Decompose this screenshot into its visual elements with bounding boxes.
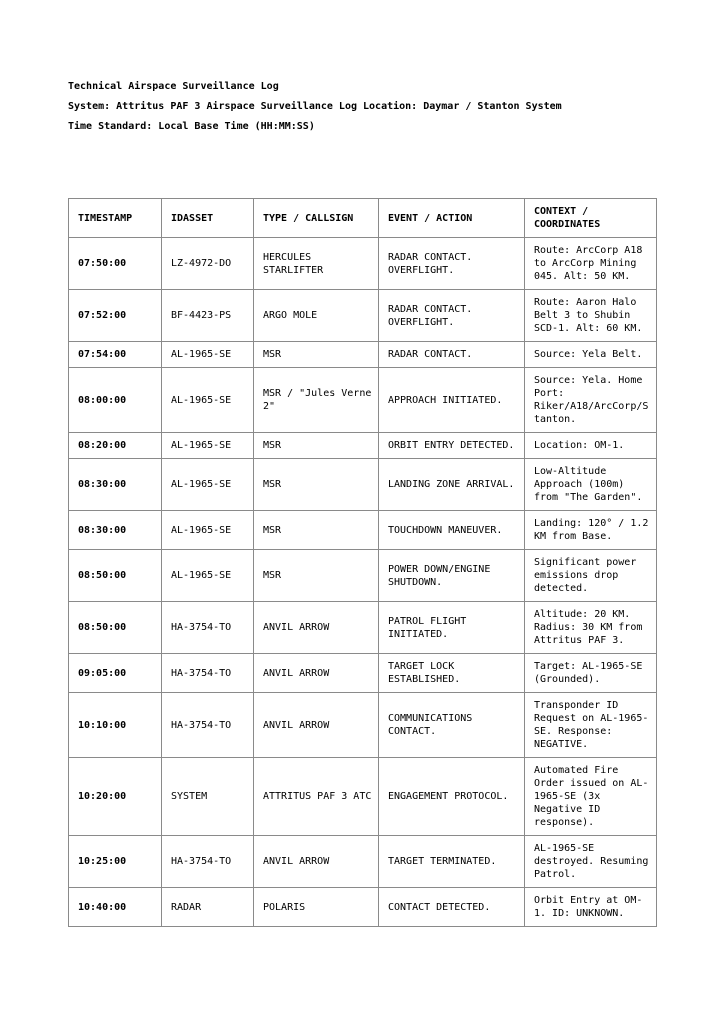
log-cell-event-action: APPROACH INITIATED. [379, 368, 525, 433]
log-cell-idasset: SYSTEM [162, 758, 254, 836]
log-cell-context-coordinates: Route: Aaron Halo Belt 3 to Shubin SCD-1. Alt: 60 KM. [525, 290, 657, 342]
log-cell-idasset: HA-3754-TO [162, 602, 254, 654]
log-cell-context-coordinates: Significant power emissions drop detected. [525, 550, 657, 602]
log-cell-event-action: ENGAGEMENT PROTOCOL. [379, 758, 525, 836]
log-cell-event-action: PATROL FLIGHT INITIATED. [379, 602, 525, 654]
log-table-row [69, 654, 657, 693]
log-cell-type-callsign: POLARIS [254, 888, 379, 927]
log-cell-context-coordinates: Automated Fire Order issued on AL-1965-SE (3x Negative ID response). [525, 758, 657, 836]
log-table-row [69, 511, 657, 550]
surveillance-log-table [68, 198, 657, 927]
column-header-event-action: EVENT / ACTION [379, 199, 525, 238]
log-table-row [69, 290, 657, 342]
log-cell-context-coordinates: Orbit Entry at OM-1. ID: UNKNOWN. [525, 888, 657, 927]
log-cell-idasset: AL-1965-SE [162, 433, 254, 459]
log-cell-type-callsign: MSR [254, 433, 379, 459]
log-cell-event-action: TARGET LOCK ESTABLISHED. [379, 654, 525, 693]
log-cell-event-action: CONTACT DETECTED. [379, 888, 525, 927]
column-header-idasset: IDASSET [162, 199, 254, 238]
log-cell-type-callsign: ANVIL ARROW [254, 693, 379, 758]
document-header [68, 77, 656, 137]
log-cell-type-callsign: ANVIL ARROW [254, 602, 379, 654]
log-cell-context-coordinates: Landing: 120° / 1.2 KM from Base. [525, 511, 657, 550]
log-cell-timestamp: 07:50:00 [69, 238, 162, 290]
log-table-row [69, 836, 657, 888]
log-cell-idasset: AL-1965-SE [162, 550, 254, 602]
log-table-row [69, 758, 657, 836]
log-cell-idasset: AL-1965-SE [162, 459, 254, 511]
table-header-row [69, 199, 657, 238]
log-cell-type-callsign: ARGO MOLE [254, 290, 379, 342]
log-cell-type-callsign: MSR [254, 511, 379, 550]
column-header-timestamp: TIMESTAMP [69, 199, 162, 238]
log-cell-timestamp: 10:40:00 [69, 888, 162, 927]
log-cell-type-callsign: ATTRITUS PAF 3 ATC [254, 758, 379, 836]
log-cell-type-callsign: ANVIL ARROW [254, 836, 379, 888]
log-cell-context-coordinates: Target: AL-1965-SE (Grounded). [525, 654, 657, 693]
log-table-row [69, 602, 657, 654]
log-cell-timestamp: 08:20:00 [69, 433, 162, 459]
log-cell-timestamp: 10:20:00 [69, 758, 162, 836]
log-table-row [69, 433, 657, 459]
log-cell-type-callsign: HERCULES STARLIFTER [254, 238, 379, 290]
document-title: Technical Airspace Surveillance Log [68, 81, 279, 92]
log-cell-context-coordinates: Altitude: 20 KM. Radius: 30 KM from Attritus PAF 3. [525, 602, 657, 654]
log-table-row [69, 459, 657, 511]
log-cell-event-action: RADAR CONTACT. OVERFLIGHT. [379, 238, 525, 290]
log-cell-timestamp: 08:30:00 [69, 459, 162, 511]
log-cell-event-action: TARGET TERMINATED. [379, 836, 525, 888]
log-cell-event-action: POWER DOWN/ENGINE SHUTDOWN. [379, 550, 525, 602]
log-cell-timestamp: 09:05:00 [69, 654, 162, 693]
log-cell-idasset: AL-1965-SE [162, 511, 254, 550]
log-cell-type-callsign: MSR [254, 459, 379, 511]
log-cell-event-action: RADAR CONTACT. [379, 342, 525, 368]
log-cell-timestamp: 08:30:00 [69, 511, 162, 550]
log-table-row [69, 693, 657, 758]
log-cell-idasset: AL-1965-SE [162, 342, 254, 368]
log-cell-timestamp: 07:52:00 [69, 290, 162, 342]
log-cell-context-coordinates: Source: Yela Belt. [525, 342, 657, 368]
column-header-context-coordinates: CONTEXT / COORDINATES [525, 199, 657, 238]
log-table-row [69, 342, 657, 368]
log-cell-idasset: AL-1965-SE [162, 368, 254, 433]
log-cell-context-coordinates: Location: OM-1. [525, 433, 657, 459]
log-table-row [69, 238, 657, 290]
log-cell-context-coordinates: Route: ArcCorp A18 to ArcCorp Mining 045. Alt: 50 KM. [525, 238, 657, 290]
log-cell-timestamp: 07:54:00 [69, 342, 162, 368]
log-table-row [69, 550, 657, 602]
log-cell-context-coordinates: AL-1965-SE destroyed. Resuming Patrol. [525, 836, 657, 888]
log-cell-idasset: RADAR [162, 888, 254, 927]
log-cell-idasset: HA-3754-TO [162, 836, 254, 888]
log-cell-event-action: RADAR CONTACT. OVERFLIGHT. [379, 290, 525, 342]
log-cell-idasset: HA-3754-TO [162, 654, 254, 693]
log-cell-context-coordinates: Source: Yela. Home Port: Riker/A18/ArcCorp/Stanton. [525, 368, 657, 433]
log-cell-type-callsign: MSR [254, 550, 379, 602]
log-cell-timestamp: 10:10:00 [69, 693, 162, 758]
log-cell-timestamp: 08:50:00 [69, 550, 162, 602]
log-cell-type-callsign: MSR / "Jules Verne 2" [254, 368, 379, 433]
log-cell-timestamp: 08:50:00 [69, 602, 162, 654]
log-cell-idasset: BF-4423-PS [162, 290, 254, 342]
log-cell-type-callsign: MSR [254, 342, 379, 368]
document-system-line: System: Attritus PAF 3 Airspace Surveillance Log Location: Daymar / Stanton System [68, 101, 562, 112]
log-cell-type-callsign: ANVIL ARROW [254, 654, 379, 693]
log-cell-event-action: COMMUNICATIONS CONTACT. [379, 693, 525, 758]
log-cell-idasset: LZ-4972-DO [162, 238, 254, 290]
column-header-type-callsign: TYPE / CALLSIGN [254, 199, 379, 238]
document-time-standard-line: Time Standard: Local Base Time (HH:MM:SS) [68, 121, 315, 132]
log-cell-timestamp: 08:00:00 [69, 368, 162, 433]
log-cell-idasset: HA-3754-TO [162, 693, 254, 758]
log-cell-event-action: TOUCHDOWN MANEUVER. [379, 511, 525, 550]
log-table-row [69, 368, 657, 433]
log-cell-timestamp: 10:25:00 [69, 836, 162, 888]
log-cell-event-action: LANDING ZONE ARRIVAL. [379, 459, 525, 511]
log-table-row [69, 888, 657, 927]
log-cell-context-coordinates: Transponder ID Request on AL-1965-SE. Response: NEGATIVE. [525, 693, 657, 758]
log-cell-event-action: ORBIT ENTRY DETECTED. [379, 433, 525, 459]
log-cell-context-coordinates: Low-Altitude Approach (100m) from "The Garden". [525, 459, 657, 511]
